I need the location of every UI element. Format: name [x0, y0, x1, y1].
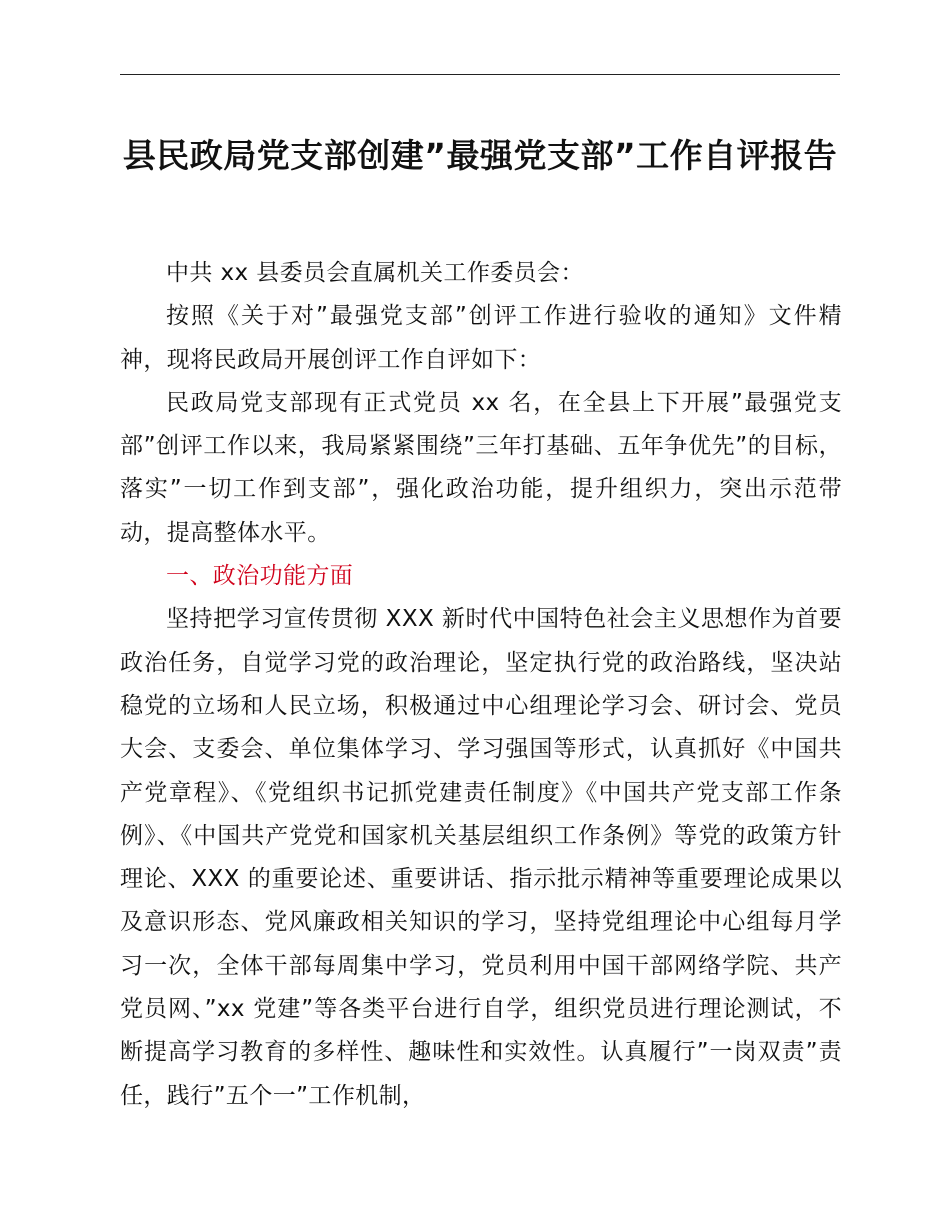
document-title: 县民政局党支部创建”最强党支部”工作自评报告 [122, 136, 838, 175]
section-heading: 一、政治功能方面 [166, 563, 354, 590]
salutation: 中共 xx 县委员会直属机关工作委员会： [166, 260, 584, 286]
header-rule [120, 74, 840, 75]
intro-paragraph: 按照《关于对”最强党支部”创评工作进行验收的通知》文件精神，现将民政局开展创评工作自评如下： [120, 303, 842, 373]
overview-paragraph: 民政局党支部现有正式党员 xx 名，在全县上下开展”最强党支部”创评工作以来，我局紧紧围绕”三年打基础、五年争优先”的目标，落实”一切工作到支部”，强化政治功能，提升组织力，突出示范带动，提高整体水平。 [120, 389, 842, 546]
section-paragraph: 坚持把学习宣传贯彻 XXX 新时代中国特色社会主义思想作为首要政治任务，自觉学习党的政治理论，坚定执行党的政治路线，坚决站稳党的立场和人民立场，积极通过中心组理论学习会、研讨会、党员大会、支委会、单位集体学习、学习强国等形式，认真抓好《中国共产党章程》、《党组织书记抓党建责任制度》《中国共产党支部工作条例》、《中国共产党党和国家机关基层组织工作条例》等党的政策方针理论、XXX 的重要论述、重要讲话、指示批示精神等重要理论成果以及意识形态、党风廉政相关知识的学习，坚持党组理论中心组每月学习一次，全体干部每周集中学习，党员利用中国干部网络学院、共产党员网、”xx 党建”等各类平台进行自学，组织党员进行理论测试，不断提高学习教育的多样性、趣味性和实效性。认真履行”一岗双责”责任，践行”五个一”工作机制， [120, 606, 842, 1109]
document-body [120, 252, 842, 1118]
